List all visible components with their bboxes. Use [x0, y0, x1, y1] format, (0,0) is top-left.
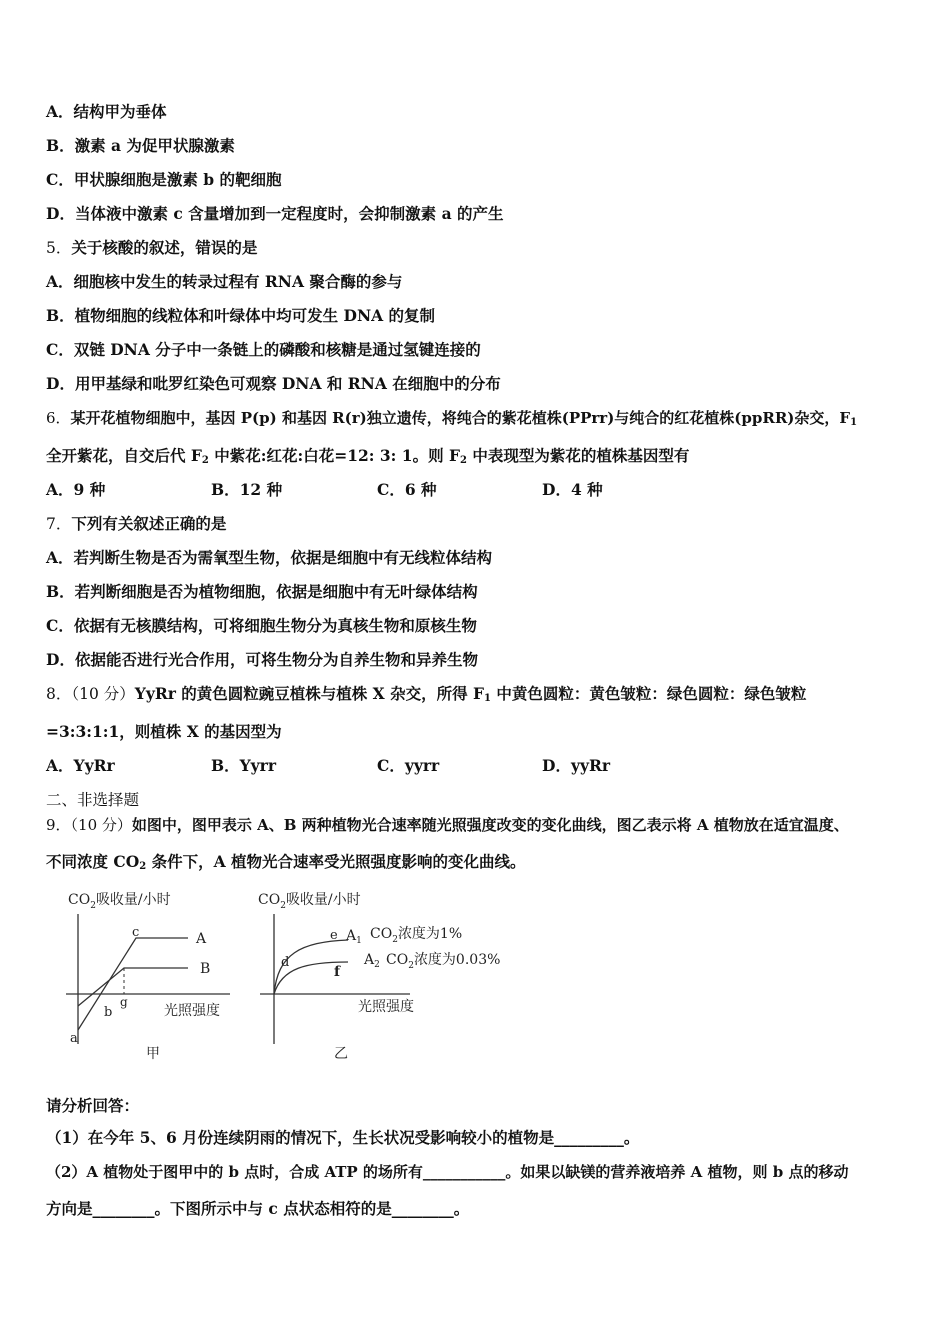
yi-point-f: f	[334, 964, 341, 980]
jia-curve-B	[78, 968, 188, 1006]
q6-number: 6．	[46, 409, 71, 427]
jia-point-c: c	[132, 925, 140, 940]
q9-stem-line1	[46, 815, 849, 835]
q8-option-c: C．yyrr	[377, 756, 440, 775]
q6-option-d: D．4 种	[542, 480, 603, 499]
q6-line2-b: 中紫花:红花:白花=12: 3: 1。则 F	[208, 446, 460, 465]
q9-part1: （1）在今年 5、6 月份连续阴雨的情况下，生长状况受影响较小的植物是_________。	[46, 1128, 640, 1147]
q7-stem-text: 下列有关叙述正确的是	[71, 514, 227, 533]
q7-stem	[46, 514, 226, 534]
q5-option-a: A．细胞核中发生的转录过程有 RNA 聚合酶的参与	[46, 272, 403, 291]
q6-option-b: B．12 种	[211, 480, 283, 499]
q8-option-d: D．yyRr	[542, 756, 611, 775]
q8-line1-a: YyRr 的黄色圆粒豌豆植株与植株 X 杂交，所得 F	[134, 684, 485, 703]
q5-stem-text: 关于核酸的叙述，错误的是	[71, 238, 258, 257]
q5-option-c: C．双链 DNA 分子中一条链上的磷酸和核糖是通过氢键连接的	[46, 340, 481, 359]
q9-line2-a: 不同浓度 CO	[46, 852, 140, 871]
q9-number: 9．（10 分）	[46, 816, 132, 834]
q4-option-d: D．当体液中激素 c 含量增加到一定程度时，会抑制激素 a 的产生	[46, 204, 504, 223]
jia-point-b: b	[104, 1005, 113, 1020]
q9-subscript: 2	[139, 861, 147, 872]
q6-line2-a: 全开紫花，自交后代 F	[46, 446, 202, 465]
q9-part2-line1: （2）A 植物处于图甲中的 b 点时，合成 ATP 的场所有___________。如果以缺镁的营养液培养 A 植物，则 b 点的移动	[46, 1163, 849, 1181]
yi-desc-A2: $CO_2$浓度为0.03%	[386, 952, 501, 971]
jia-caption: 甲	[146, 1046, 160, 1062]
q9-prompt: 请分析回答：	[46, 1096, 140, 1115]
jia-label-A: A	[196, 931, 207, 947]
q7-option-b: B．若判断细胞是否为植物细胞，依据是细胞中有无叶绿体结构	[46, 582, 478, 601]
q4-option-b: B．激素 a 为促甲状腺激素	[46, 136, 235, 155]
q9-part2-line2: 方向是________。下图所示中与 c 点状态相符的是________。	[46, 1199, 470, 1218]
yi-desc-A1: $CO_2$浓度为1%	[370, 926, 463, 945]
q9-stem-line2	[46, 852, 526, 877]
q4-option-a: A．结构甲为垂体	[46, 102, 167, 121]
yi-label-A1: $A_1$	[346, 928, 362, 946]
q6-option-c: C．6 种	[377, 480, 437, 499]
q7-option-c: C．依据有无核膜结构，可将细胞生物分为真核生物和原核生物	[46, 616, 477, 635]
yi-caption: 乙	[334, 1046, 348, 1062]
q5-stem	[46, 238, 257, 258]
yi-point-e: e	[330, 928, 338, 943]
q7-option-d: D．依据能否进行光合作用，可将生物分为自养生物和异养生物	[46, 650, 478, 669]
yi-ylabel: $CO_2$吸收量/小时	[258, 892, 361, 911]
q8-option-a: A．YyRr	[46, 756, 115, 775]
q6-line2-c: 中表现型为紫花的植株基因型有	[466, 446, 690, 465]
jia-point-g: g	[120, 995, 128, 1009]
q8-number: 8．（10 分）	[46, 685, 135, 703]
q9-line1: 如图中，图甲表示 A、B 两种植物光合速率随光照强度改变的变化曲线，图乙表示将 A 植物放在适宜温度、	[131, 816, 849, 834]
q6-subscript: 1	[850, 417, 858, 428]
q8-option-b: B．Yyrr	[211, 756, 277, 775]
q9-figure	[60, 884, 530, 1064]
q7-option-a: A．若判断生物是否为需氧型生物，依据是细胞中有无线粒体结构	[46, 548, 493, 567]
jia-xlabel: 光照强度	[164, 1003, 220, 1019]
yi-point-d: d	[281, 955, 290, 970]
jia-ylabel: $CO_2$吸收量/小时	[68, 892, 171, 911]
q9-line2-b: 条件下，A 植物光合速率受光照强度影响的变化曲线。	[146, 852, 526, 871]
q6-stem-text: 某开花植物细胞中，基因 P(p) 和基因 R(r)独立遗传，将纯合的紫花植株(PPrr)与纯合的红花植株(ppRR)杂交，F	[70, 409, 851, 427]
yi-label-A2: $A_2$	[364, 952, 380, 970]
q7-number: 7．	[46, 515, 72, 533]
q6-sub-2: 2	[459, 455, 467, 466]
q5-option-d: D．用甲基绿和吡罗红染色可观察 DNA 和 RNA 在细胞中的分布	[46, 374, 501, 393]
q8-stem-line1	[46, 684, 806, 709]
figure-yi	[258, 891, 500, 1062]
q8-stem-line2: =3:3:1:1，则植株 X 的基因型为	[46, 722, 282, 741]
q4-option-c: C．甲状腺细胞是激素 b 的靶细胞	[46, 170, 282, 189]
q6-sub-1: 2	[201, 455, 209, 466]
q8-subscript: 1	[484, 693, 491, 704]
yi-xlabel: 光照强度	[358, 999, 414, 1015]
q6-stem-line1	[46, 408, 857, 433]
jia-label-B: B	[200, 961, 211, 977]
section-heading: 二、非选择题	[46, 791, 140, 809]
figure-jia	[66, 891, 230, 1062]
jia-point-a: a	[70, 1031, 78, 1046]
q8-line1-b: 中黄色圆粒：黄色皱粒：绿色圆粒：绿色皱粒	[490, 684, 807, 703]
q6-stem-line2	[46, 446, 689, 471]
q5-option-b: B．植物细胞的线粒体和叶绿体中均可发生 DNA 的复制	[46, 306, 436, 325]
q5-number: 5．	[46, 239, 72, 257]
q6-option-a: A．9 种	[46, 480, 106, 499]
